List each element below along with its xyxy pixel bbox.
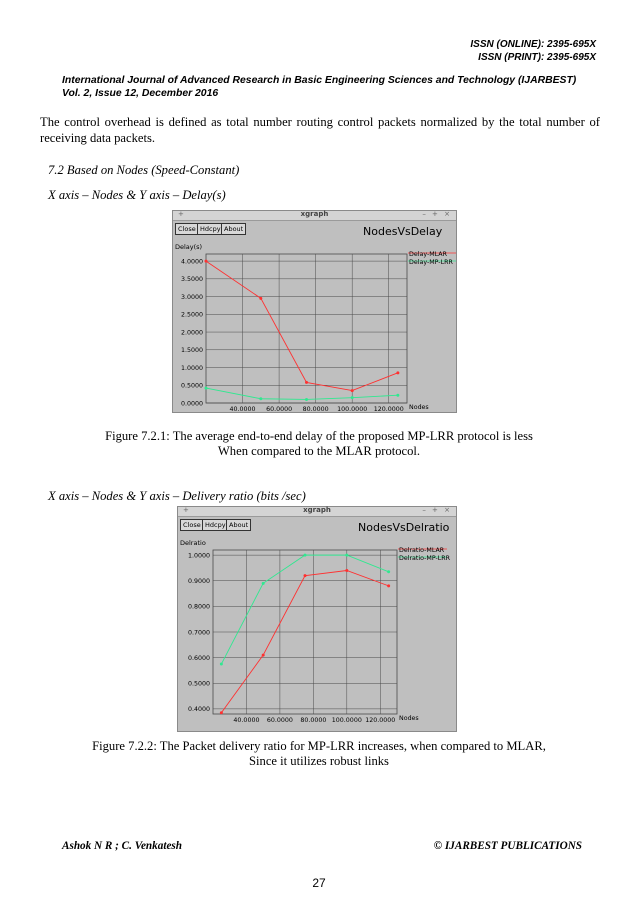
data-point [304, 554, 307, 557]
y-tick-label: 0.6000 [187, 654, 210, 662]
footer-authors: Ashok N R ; C. Venkatesh [62, 840, 182, 852]
y-tick-label: 1.0000 [187, 552, 210, 560]
x-axis-label: Nodes [409, 404, 429, 411]
figure-2-caption-line-2: Since it utilizes robust links [249, 754, 389, 768]
data-point [220, 711, 223, 714]
legend-entry: Delay-MP-LRR [409, 259, 453, 266]
close-button[interactable]: Close [175, 223, 199, 235]
data-point [205, 260, 208, 263]
figure-1-caption-line-2: When compared to the MLAR protocol. [217, 444, 421, 458]
data-point [387, 570, 390, 573]
chart-title: NodesVsDelay [363, 225, 443, 238]
y-tick-label: 0.4000 [187, 706, 210, 714]
data-point [304, 574, 307, 577]
y-tick-label: 0.5000 [187, 680, 210, 688]
about-button[interactable]: About [221, 223, 246, 235]
data-point [345, 554, 348, 557]
data-point [387, 584, 390, 587]
y-tick-label: 1.5000 [180, 347, 203, 355]
y-tick-label: 0.5000 [180, 382, 203, 390]
data-point [351, 396, 354, 399]
legend-entry: Delratio-MLAR [399, 547, 445, 554]
data-point [345, 569, 348, 572]
data-point [220, 663, 223, 666]
about-button[interactable]: About [226, 519, 251, 531]
section-title: 7.2 Based on Nodes (Speed-Constant) [48, 163, 240, 177]
data-point [259, 397, 262, 400]
series-line-mplrr [206, 388, 398, 399]
data-point [305, 398, 308, 401]
y-tick-label: 2.0000 [180, 329, 203, 337]
data-point [262, 654, 265, 657]
y-tick-label: 2.5000 [180, 311, 203, 319]
y-tick-label: 3.5000 [180, 276, 203, 284]
xgraph-window-delratio [177, 506, 457, 732]
x-tick-label: 120.0000 [365, 717, 396, 724]
data-point [396, 394, 399, 397]
y-tick-label: 0.7000 [187, 629, 210, 637]
close-button[interactable]: Close [180, 519, 204, 531]
footer-publisher: © IJARBEST PUBLICATIONS [433, 840, 582, 852]
y-tick-label: 0.9000 [187, 578, 210, 586]
x-axis-label: Nodes [399, 715, 419, 722]
axis-note-delay: X axis – Nodes & Y axis – Delay(s) [48, 188, 226, 202]
axis-note-delivery-ratio: X axis – Nodes & Y axis – Delivery ratio (bits /sec) [48, 489, 306, 503]
delratio-chart [178, 507, 456, 731]
window-title: xgraph [303, 506, 331, 514]
x-tick-label: 40.0000 [233, 717, 260, 724]
window-menu-icon[interactable]: + [183, 506, 189, 514]
issn-print: ISSN (PRINT): 2395-695X [478, 52, 596, 63]
legend-entry: Delratio-MP-LRR [399, 555, 451, 562]
data-point [262, 582, 265, 585]
figure-1-caption-line-1: Figure 7.2.1: The average end-to-end delay of the proposed MP-LRR protocol is less [105, 429, 533, 443]
x-tick-label: 60.0000 [266, 717, 293, 724]
y-tick-label: 0.8000 [187, 603, 210, 611]
x-tick-label: 120.0000 [373, 406, 404, 412]
journal-title: International Journal of Advanced Research in Basic Engineering Sciences and Technology (IJARBEST) [62, 75, 577, 86]
xgraph-window-delay [172, 210, 457, 413]
x-tick-label: 40.0000 [229, 406, 256, 412]
window-controls[interactable]: – + × [422, 210, 452, 218]
page-number: 27 [312, 876, 326, 890]
delay-chart [173, 211, 456, 412]
legend-entry: Delay-MLAR [409, 251, 447, 258]
series-line-mlar [206, 261, 398, 390]
data-point [351, 389, 354, 392]
hardcopy-button[interactable]: Hdcpy [197, 223, 224, 235]
x-tick-label: 100.0000 [337, 406, 368, 412]
y-tick-label: 4.0000 [180, 258, 203, 266]
window-menu-icon[interactable]: + [178, 210, 184, 218]
x-tick-label: 80.0000 [302, 406, 329, 412]
x-tick-label: 60.0000 [266, 406, 293, 412]
x-tick-label: 100.0000 [331, 717, 362, 724]
window-controls[interactable]: – + × [422, 506, 452, 514]
hardcopy-button[interactable]: Hdcpy [202, 519, 229, 531]
x-tick-label: 80.0000 [300, 717, 327, 724]
data-point [305, 381, 308, 384]
data-point [396, 371, 399, 374]
y-tick-label: 0.0000 [180, 400, 203, 408]
chart-title: NodesVsDelratio [358, 521, 450, 534]
journal-volume: Vol. 2, Issue 12, December 2016 [62, 88, 219, 99]
y-tick-label: 1.0000 [180, 364, 203, 372]
y-tick-label: 3.0000 [180, 293, 203, 301]
data-point [259, 297, 262, 300]
figure-2-caption-line-1: Figure 7.2.2: The Packet delivery ratio for MP-LRR increases, when compared to MLAR, [92, 739, 546, 753]
issn-online: ISSN (ONLINE): 2395-695X [470, 39, 596, 50]
y-axis-label: Delratio [180, 539, 206, 547]
body-paragraph: The control overhead is defined as total number routing control packets normalized by the total number of receiving data packets. [40, 115, 600, 145]
y-axis-label: Delay(s) [175, 243, 203, 251]
window-title: xgraph [300, 210, 329, 218]
data-point [205, 387, 208, 390]
